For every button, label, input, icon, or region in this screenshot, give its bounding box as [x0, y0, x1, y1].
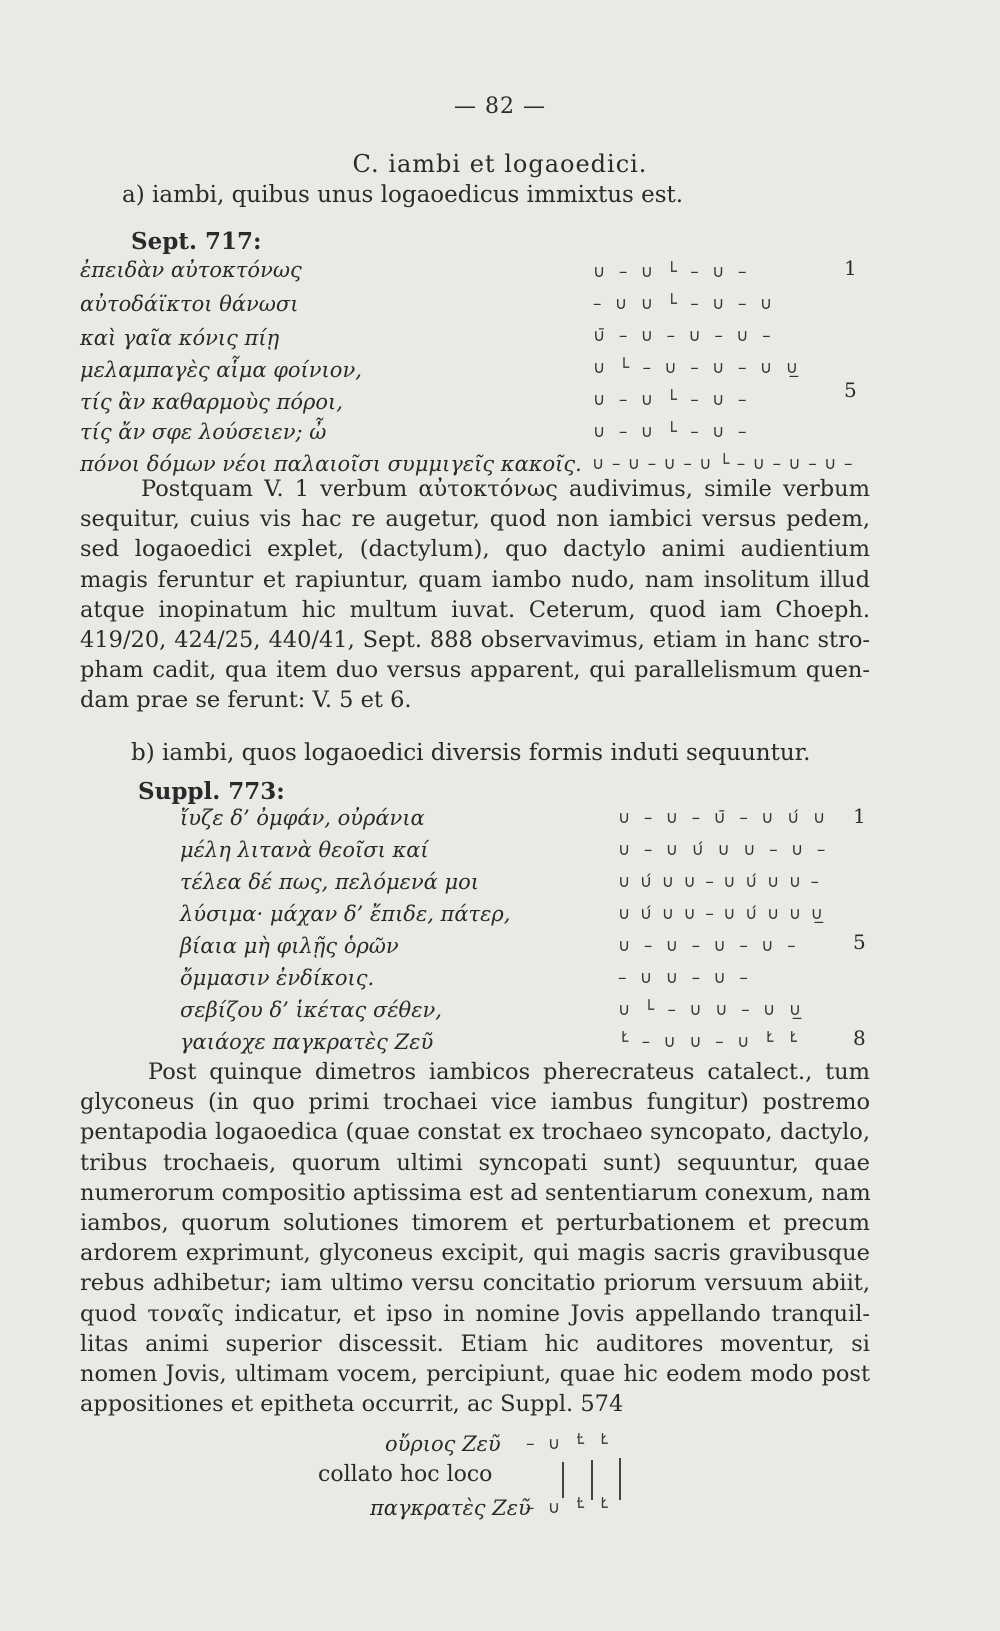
- paragraph-2-line: numerorum compositio aptissima est ad sententiarum conexum, nam: [80, 1179, 871, 1206]
- page-number: — 82 —: [454, 94, 546, 119]
- suppl-line-3-meter: ∪ ∪́ ∪ ∪ – ∪ ∪́ ∪ ∪ –: [618, 872, 822, 892]
- paragraph-1-line: pham cadit, qua item duo versus apparent, qui parallelismum quen-: [80, 657, 870, 684]
- suppl-line-5-meter: ∪ – ∪ – ∪ – ∪ –: [618, 936, 800, 956]
- suppl-line-4-meter: ∪ ∪́ ∪ ∪ – ∪ ∪́ ∪ ∪ ∪̲: [618, 904, 826, 924]
- paragraph-2-line: ardorem exprimunt, glyconeus excipit, qui magis sacris gravibusque: [80, 1240, 870, 1267]
- suppl-line-2-text: μέλη λιτανὰ θεοῖσι καί: [180, 838, 429, 862]
- suppl-line-3-text: τέλεα δέ πως, πελόμενά μοι: [180, 870, 480, 894]
- compare-bottom-meter: – ∪ └̈ └́: [526, 1498, 612, 1518]
- suppl-line-6-meter: – ∪ ∪ – ∪ –: [618, 968, 752, 988]
- paragraph-1-line: sed logaoedici explet, (dactylum), quo dactylo animi audientium: [80, 536, 870, 563]
- sept-line-6-text: τίς ἄν σφε λούσειεν; ὦ: [80, 420, 327, 444]
- suppl-line-2-meter: ∪ – ∪ ∪́ ∪ ∪ – ∪ –: [618, 840, 830, 860]
- paragraph-1-line: atque inopinatum hic multum iuvat. Ceterum, quod iam Choeph.: [80, 596, 870, 623]
- sept-line-4-text: μελαμπαγὲς αἷμα φοίνιον,: [80, 358, 362, 382]
- sept-line-5-meter: ∪ – ∪ └ – ∪ –: [593, 390, 751, 410]
- compare-top-greek: οὔριος Ζεῦ: [385, 1432, 501, 1456]
- compare-bar-1: [562, 1462, 564, 1498]
- paragraph-2-line: appositiones et epitheta occurrit, ac Suppl. 574: [80, 1391, 624, 1418]
- suppl-line-8-text: γαιάοχε παγκρατὲς Ζεῦ: [180, 1030, 434, 1054]
- paragraph-2-line: pentapodia logaoedica (quae constat ex trochaeo syncopato, dactylo,: [80, 1119, 870, 1146]
- suppl-line-5-number: 5: [853, 930, 866, 954]
- suppl-line-5-text: βίαια μὴ φιλῇς ὁρῶν: [180, 934, 399, 958]
- suppl-line-7-meter: ∪ └ – ∪ ∪ – ∪ ∪̲: [618, 1000, 806, 1020]
- compare-bar-2: [591, 1460, 593, 1500]
- section-title: C. iambi et logaoedici.: [352, 150, 648, 178]
- suppl-line-1-number: 1: [853, 804, 866, 828]
- paragraph-1-line: sequitur, cuius vis hac re augetur, quod non iambici versus pedem,: [80, 506, 870, 533]
- compare-top-meter: – ∪ └̈ └́: [526, 1434, 612, 1454]
- suppl-line-7-text: σεβίζου δ’ ἱκέτας σέθεν,: [180, 998, 442, 1022]
- paragraph-1-line: dam prae se ferunt: V. 5 et 6.: [80, 687, 412, 714]
- sept-line-4-meter: ∪ └ – ∪ – ∪ – ∪ ∪̲: [593, 358, 803, 378]
- suppl-line-1-text: ἴυζε δ’ ὀμφάν, οὐράνια: [180, 806, 425, 830]
- subsection-b-heading: b) iambi, quos logaoedici diversis formis induti sequuntur.: [131, 740, 811, 766]
- sept-line-5-number: 5: [844, 378, 857, 402]
- paragraph-2-line: glyconeus (in quo primi trochaei vice iambus fungitur) postremo: [80, 1089, 870, 1116]
- paragraph-1-line: magis feruntur et rapiuntur, quam iambo nudo, nam insolitum illud: [80, 566, 870, 593]
- sept-line-3-meter: ∪̄ – ∪ – ∪ – ∪ –: [593, 326, 775, 346]
- paragraph-1-line: 419/20, 424/25, 440/41, Sept. 888 observavimus, etiam in hanc stro-: [80, 626, 870, 653]
- suppl-line-8-number: 8: [853, 1026, 866, 1050]
- compare-bar-3: [619, 1458, 621, 1500]
- sept-line-1-text: ἐπειδὰν αὐτοκτόνως: [80, 258, 302, 282]
- paragraph-2: [80, 1057, 870, 1419]
- suppl-line-8-meter: └́ – ∪ ∪ – ∪ └́ └́: [618, 1032, 801, 1052]
- suppl-label: Suppl. 773:: [138, 778, 285, 805]
- sept-line-2-text: αὐτοδάϊκτοι θάνωσι: [80, 292, 299, 316]
- suppl-line-4-text: λύσιμα· μάχαν δ’ ἔπιδε, πάτερ,: [180, 902, 511, 926]
- suppl-line-1-meter: ∪ – ∪ – ∪̄ – ∪ ∪́ ∪: [618, 808, 830, 828]
- paragraph-2-line: litas animi superior discessit. Etiam hic auditores moventur, si: [80, 1330, 870, 1357]
- paragraph-1: [80, 474, 870, 716]
- sept-line-7-text: πόνοι δόμων νέοι παλαιοῖσι συμμιγεῖς κακοῖς.: [80, 452, 582, 476]
- sept-label: Sept. 717:: [131, 228, 262, 255]
- paragraph-2-line: quod τοναῖς indicatur, et ipso in nomine Jovis appellando tranquil-: [80, 1300, 870, 1327]
- sept-line-3-text: καὶ γαῖα κόνις πίῃ: [80, 326, 280, 350]
- sept-line-2-meter: – ∪ ∪ └ – ∪ – ∪: [593, 294, 777, 314]
- suppl-line-6-text: ὄμμασιν ἐνδίκοις.: [180, 966, 375, 990]
- compare-bottom-greek: παγκρατὲς Ζεῦ: [370, 1496, 531, 1520]
- compare-middle-label: collato hoc loco: [318, 1462, 493, 1487]
- sept-line-1-number: 1: [844, 256, 857, 280]
- paragraph-2-line: rebus adhibetur; iam ultimo versu concitatio priorum versuum abiit,: [80, 1270, 870, 1297]
- sept-line-7-meter: ∪ – ∪ – ∪ – ∪ └ – ∪ – ∪ – ∪ –: [592, 454, 854, 474]
- subsection-a-heading: a) iambi, quibus unus logaoedicus immixtus est.: [122, 182, 684, 208]
- paragraph-1-line: Postquam V. 1 verbum αὐτοκτόνως audivimus, simile verbum: [141, 476, 870, 502]
- paragraph-2-line: tribus trochaeis, quorum ultimi syncopati sunt) sequuntur, quae: [80, 1149, 870, 1176]
- paragraph-2-line: nomen Jovis, ultimam vocem, percipiunt, quae hic eodem modo post: [80, 1360, 870, 1387]
- paragraph-2-line: Post quinque dimetros iambicos pherecrateus catalect., tum: [148, 1059, 870, 1085]
- sept-line-5-text: τίς ἂν καθαρμοὺς πόροι,: [80, 390, 343, 414]
- sept-line-6-meter: ∪ – ∪ └ – ∪ –: [593, 422, 751, 442]
- sept-line-1-meter: ∪ – ∪ └ – ∪ –: [593, 262, 751, 282]
- paragraph-2-line: iambos, quorum solutiones timorem et perturbationem et precum: [80, 1209, 870, 1236]
